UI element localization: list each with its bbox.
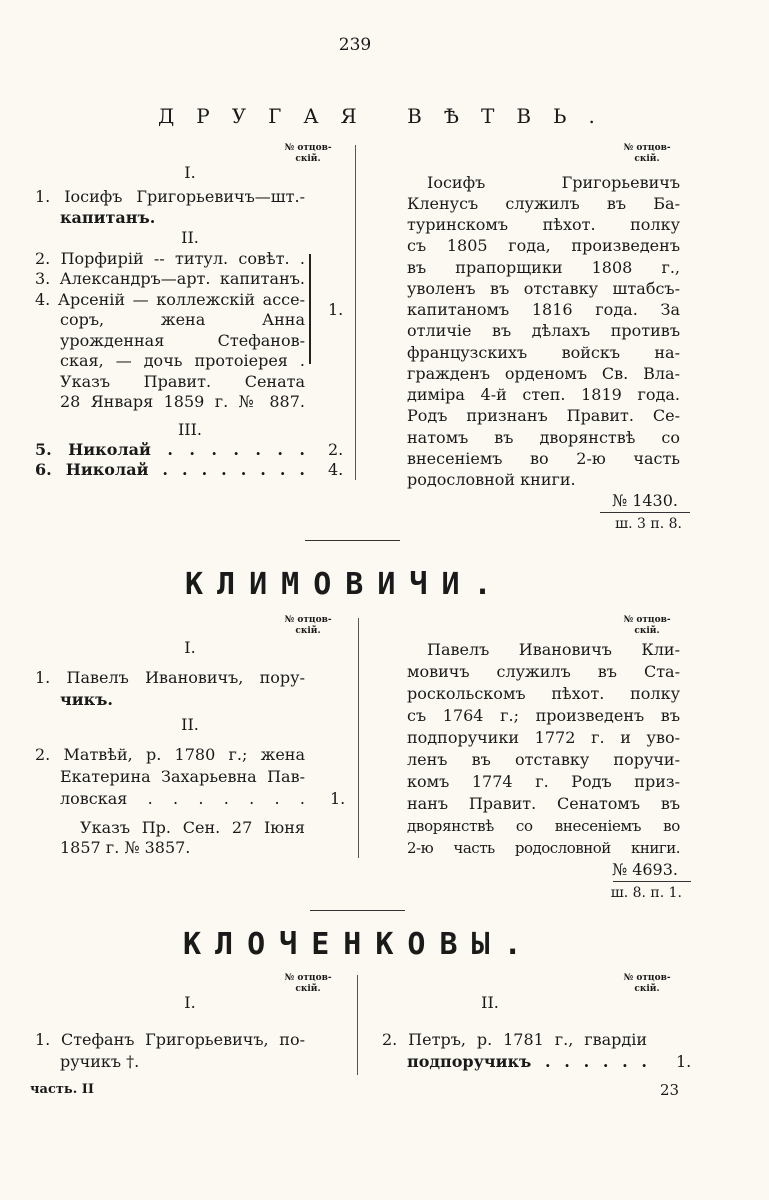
section-separator: [305, 540, 400, 541]
text-line: въ прапорщики 1808 г.,: [407, 258, 680, 277]
text-line: Павелъ Ивановичъ Кли-: [427, 640, 680, 659]
entry-line: ручикъ †.: [60, 1052, 140, 1071]
text-line: внесеніемъ во 2-ю часть: [407, 449, 680, 468]
decree-line: Указъ Пр. Сен. 27 Іюня: [80, 818, 305, 837]
roman-heading: II.: [181, 715, 199, 734]
brace: [309, 254, 311, 364]
column-header: № отцов- скій.: [284, 615, 332, 636]
entry-line: ловская . . . . . . .: [60, 789, 305, 808]
entry-line: 2. Петръ, р. 1781 г., гвардіи: [382, 1030, 647, 1049]
father-number: 1.: [328, 300, 344, 319]
father-number: 1.: [676, 1052, 692, 1071]
roman-heading: I.: [184, 638, 196, 657]
entry-line: 5. Николай . . . . . . .: [35, 440, 305, 459]
text-line: ленъ въ отставку поручи-: [407, 750, 680, 769]
decree-line: 1857 г. № 3857.: [60, 838, 191, 857]
section-title: ДРУГАЯ ВѢТВЬ.: [158, 104, 617, 128]
text-line: Іосифъ Григорьевичъ: [427, 173, 680, 192]
text-line: съ 1805 года, произведенъ: [407, 236, 680, 255]
text-line: диміра 4-й степ. 1819 года.: [407, 385, 680, 404]
text-line: Кленусъ служилъ въ Ба-: [407, 194, 680, 213]
column-divider: [358, 618, 359, 858]
section-separator: [310, 910, 405, 911]
text-line: родословной книги.: [407, 470, 576, 489]
text-line: уволенъ въ отставку штабсъ-: [407, 279, 680, 298]
text-line: капитаномъ 1816 года. За: [407, 300, 680, 319]
column-header: № отцов- скій.: [623, 973, 671, 994]
text-line: роскольскомъ пѣхот. полку: [407, 684, 680, 703]
roman-heading: III.: [177, 420, 203, 439]
text-line: отличіе въ дѣлахъ противъ: [407, 321, 680, 340]
entry-line: 1. Стефанъ Григорьевичъ, по-: [35, 1030, 305, 1049]
entry-line: соръ, жена Анна: [60, 310, 305, 329]
column-header: № отцов- скій.: [623, 615, 671, 636]
entry-line: чикъ.: [60, 690, 113, 709]
entry-line: капитанъ.: [60, 208, 156, 227]
entry-line: 3. Александръ—арт. капитанъ.: [35, 269, 305, 288]
entry-line: 2. Порфирій -- титул. совѣт. .: [35, 249, 305, 268]
text-line: 2-ю часть родословной книги.: [407, 839, 680, 857]
section-title: КЛИМОВИЧИ.: [185, 567, 506, 602]
entry-line: Екатерина Захарьевна Пав-: [60, 767, 305, 786]
father-number: 1.: [330, 789, 346, 808]
text-line: гражденъ орденомъ Св. Вла-: [407, 364, 680, 383]
column-header: № отцов- скій.: [284, 143, 332, 164]
entry-line: 1. Іосифъ Григорьевичъ—шт.-: [35, 187, 305, 206]
record-number: № 1430.: [611, 491, 678, 510]
entry-line: ская, — дочь протоіерея .: [60, 351, 305, 370]
roman-heading: II.: [481, 993, 499, 1012]
section-title: КЛОЧЕНКОВЫ.: [183, 927, 536, 962]
decree-line: Указъ Правит. Сената: [60, 372, 305, 391]
record-location: ш. 8. п. 1.: [610, 885, 682, 901]
footer-signature: 23: [660, 1081, 680, 1099]
column-header: № отцов- скій.: [284, 973, 332, 994]
text-line: дворянствѣ со внесеніемъ во: [407, 817, 680, 835]
entry-line: 4. Арсеній — коллежскій ассе-: [35, 290, 305, 309]
text-line: съ 1764 г.; произведенъ въ: [407, 706, 680, 725]
entry-line: 2. Матвѣй, р. 1780 г.; жена: [35, 745, 305, 764]
column-header: № отцов- скій.: [623, 143, 671, 164]
text-line: туринскомъ пѣхот. полку: [407, 215, 680, 234]
column-divider: [357, 975, 358, 1075]
entry-line: 1. Павелъ Ивановичъ, пору-: [35, 668, 305, 687]
text-line: мовичъ служилъ въ Ста-: [407, 662, 680, 681]
father-number: 2.: [328, 440, 344, 459]
roman-heading: I.: [184, 993, 196, 1012]
text-line: подпоручики 1772 г. и уво-: [407, 728, 680, 747]
entry-line: 6. Николай . . . . . . . .: [35, 460, 305, 479]
decree-line: 28 Января 1859 г. № 887.: [60, 392, 305, 411]
footer-volume: часть. II: [30, 1082, 94, 1097]
entry-line: урожденная Стефанов-: [60, 331, 305, 350]
column-divider: [355, 145, 356, 480]
text-line: французскихъ войскъ на-: [407, 343, 680, 362]
entry-line: подпоручикъ . . . . . .: [407, 1052, 647, 1071]
roman-heading: I.: [184, 163, 196, 182]
text-line: комъ 1774 г. Родъ приз-: [407, 772, 680, 791]
text-line: натомъ въ дворянствѣ со: [407, 428, 680, 447]
roman-heading: II.: [181, 228, 199, 247]
text-line: нанъ Правит. Сенатомъ въ: [407, 794, 680, 813]
rule: [600, 512, 690, 513]
text-line: Родъ признанъ Правит. Се-: [407, 406, 680, 425]
record-location: ш. 3 п. 8.: [615, 516, 682, 532]
page-number: 239: [338, 35, 372, 55]
father-number: 4.: [328, 460, 344, 479]
rule: [613, 881, 691, 882]
record-number: № 4693.: [611, 860, 678, 879]
